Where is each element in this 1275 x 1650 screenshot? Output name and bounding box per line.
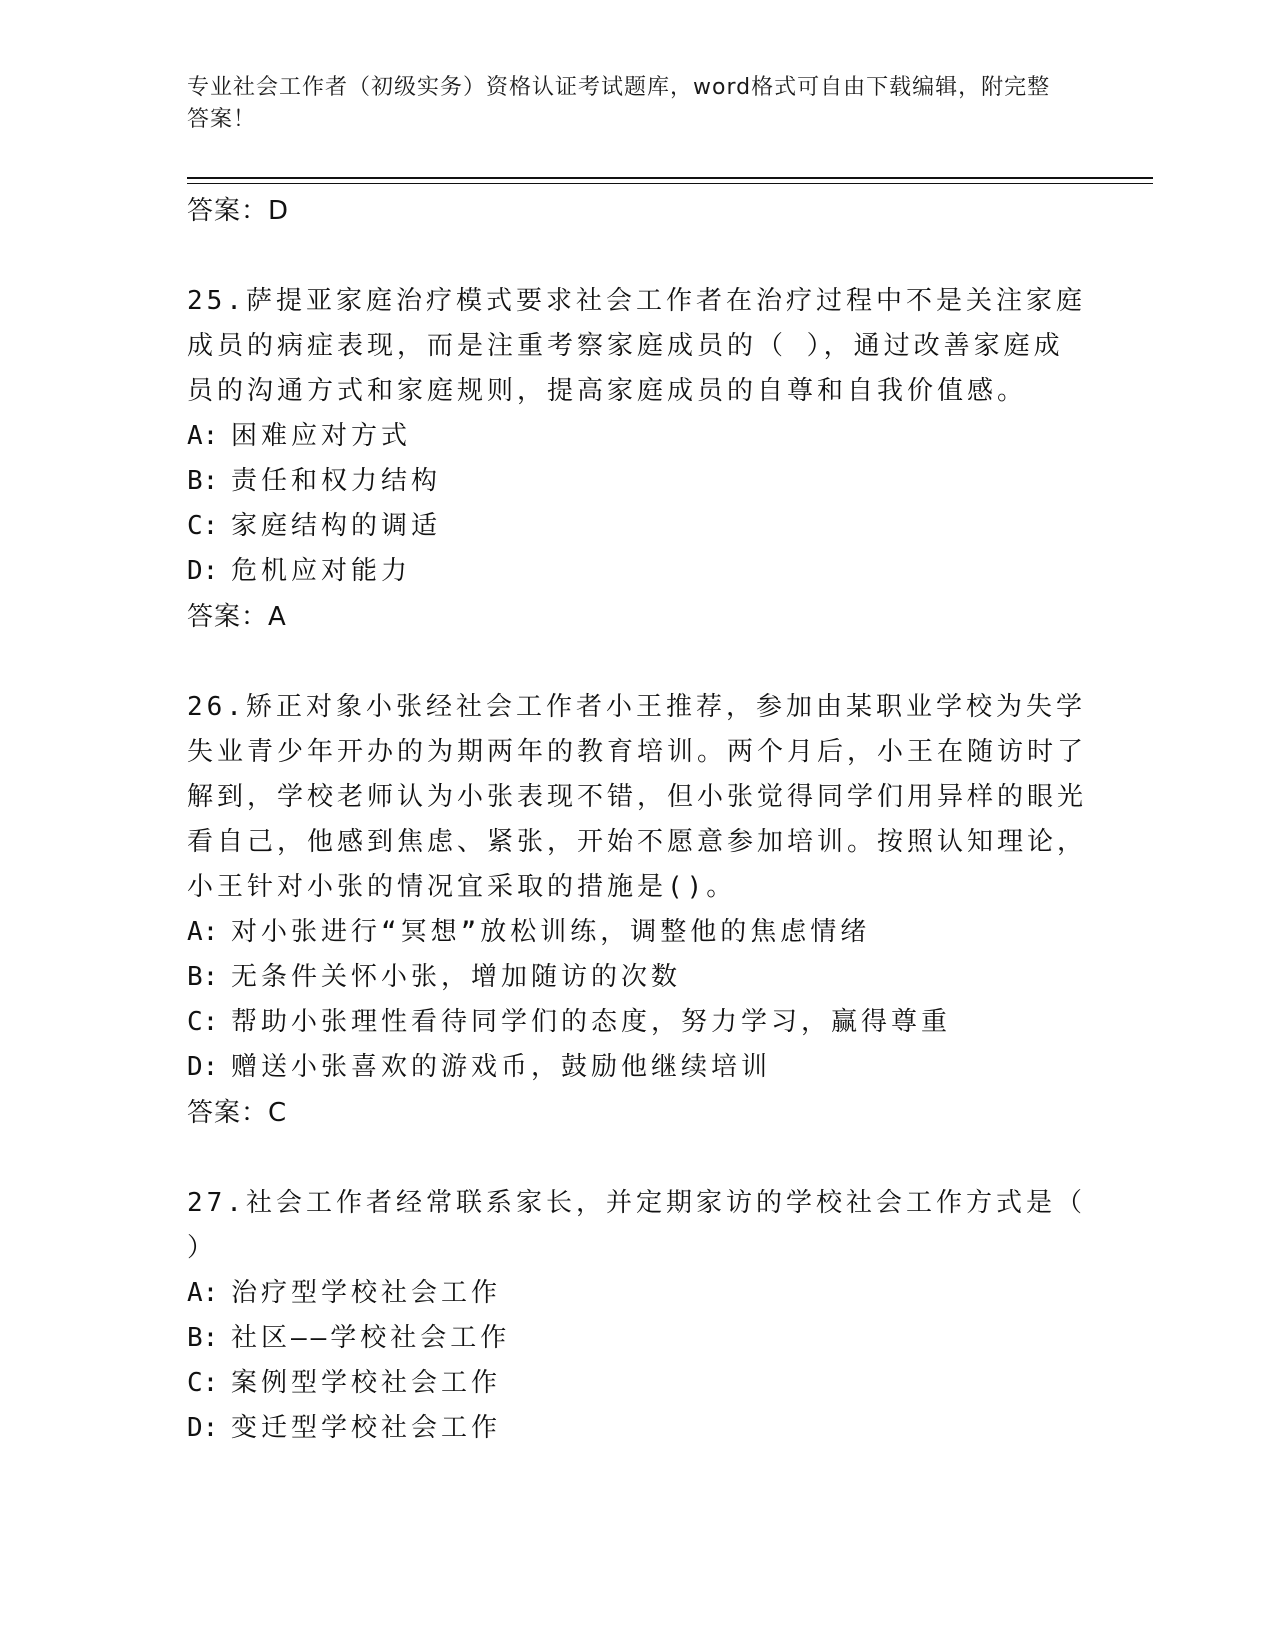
option-key: C: [187, 511, 219, 541]
option-text: 危机应对能力 [231, 556, 412, 586]
page-header: 专业社会工作者（初级实务）资格认证考试题库，word格式可自由下载编辑，附完整答案！ [187, 75, 1051, 132]
option-a [187, 414, 1087, 459]
option-key: D: [187, 1052, 219, 1082]
question-stem [187, 1181, 1087, 1271]
question-number: 26. [187, 692, 246, 722]
document-body [187, 188, 1087, 1451]
question-stem [187, 279, 1087, 414]
spacer [187, 640, 1087, 685]
option-text: 家庭结构的调适 [231, 511, 442, 541]
question-stem [187, 685, 1087, 910]
option-c [187, 1361, 1087, 1406]
question-number: 27. [187, 1188, 246, 1218]
option-key: A: [187, 421, 219, 451]
question-27 [187, 1181, 1087, 1451]
option-a [187, 1271, 1087, 1316]
option-b [187, 1316, 1087, 1361]
question-text: 社会工作者经常联系家长，并定期家访的学校社会工作方式是（ ） [187, 1188, 1086, 1263]
option-key: C: [187, 1368, 219, 1398]
spacer [187, 234, 1087, 279]
previous-answer: 答案：D [187, 196, 290, 226]
header-rule-thin [187, 183, 1153, 184]
option-key: A: [187, 917, 219, 947]
option-text: 无条件关怀小张，增加随访的次数 [231, 962, 682, 992]
option-text: 变迁型学校社会工作 [231, 1413, 502, 1443]
option-d [187, 549, 1087, 594]
question-25 [187, 279, 1087, 640]
option-a [187, 910, 1087, 955]
option-text: 对小张进行“冥想”放松训练，调整他的焦虑情绪 [231, 917, 871, 947]
option-key: D: [187, 556, 219, 586]
option-text: 案例型学校社会工作 [231, 1368, 502, 1398]
option-d [187, 1045, 1087, 1090]
option-key: B: [187, 1323, 219, 1353]
option-text: 赠送小张喜欢的游戏币，鼓励他继续培训 [231, 1052, 772, 1082]
header-rule-thick [187, 177, 1153, 179]
option-text: 治疗型学校社会工作 [231, 1278, 502, 1308]
option-text: 社区——学校社会工作 [231, 1323, 511, 1353]
option-b [187, 459, 1087, 504]
question-text: 矫正对象小张经社会工作者小王推荐，参加由某职业学校为失学失业青少年开办的为期两年的教育培训。两个月后，小王在随访时了解到，学校老师认为小张表现不错，但小张觉得同学们用异样的眼光看自己，他感到焦虑、紧张，开始不愿意参加培训。按照认知理论，小王针对小张的情况宜采取的措施是()。 [187, 692, 1088, 902]
option-b [187, 955, 1087, 1000]
question-text: 萨提亚家庭治疗模式要求社会工作者在治疗过程中不是关注家庭成员的病症表现，而是注重考察家庭成员的（ ），通过改善家庭成员的沟通方式和家庭规则，提高家庭成员的自尊和自我价值感。 [187, 286, 1086, 406]
spacer [187, 1136, 1087, 1181]
option-c [187, 504, 1087, 549]
option-key: A: [187, 1278, 219, 1308]
option-key: B: [187, 466, 219, 496]
question-number: 25. [187, 286, 246, 316]
option-key: B: [187, 962, 219, 992]
question-26 [187, 685, 1087, 1136]
option-text: 帮助小张理性看待同学们的态度，努力学习，赢得尊重 [231, 1007, 952, 1037]
option-c [187, 1000, 1087, 1045]
option-text: 困难应对方式 [231, 421, 412, 451]
option-d [187, 1406, 1087, 1451]
question-answer: 答案：C [187, 1098, 288, 1128]
option-text: 责任和权力结构 [231, 466, 442, 496]
question-answer: 答案：A [187, 602, 287, 632]
option-key: D: [187, 1413, 219, 1443]
option-key: C: [187, 1007, 219, 1037]
